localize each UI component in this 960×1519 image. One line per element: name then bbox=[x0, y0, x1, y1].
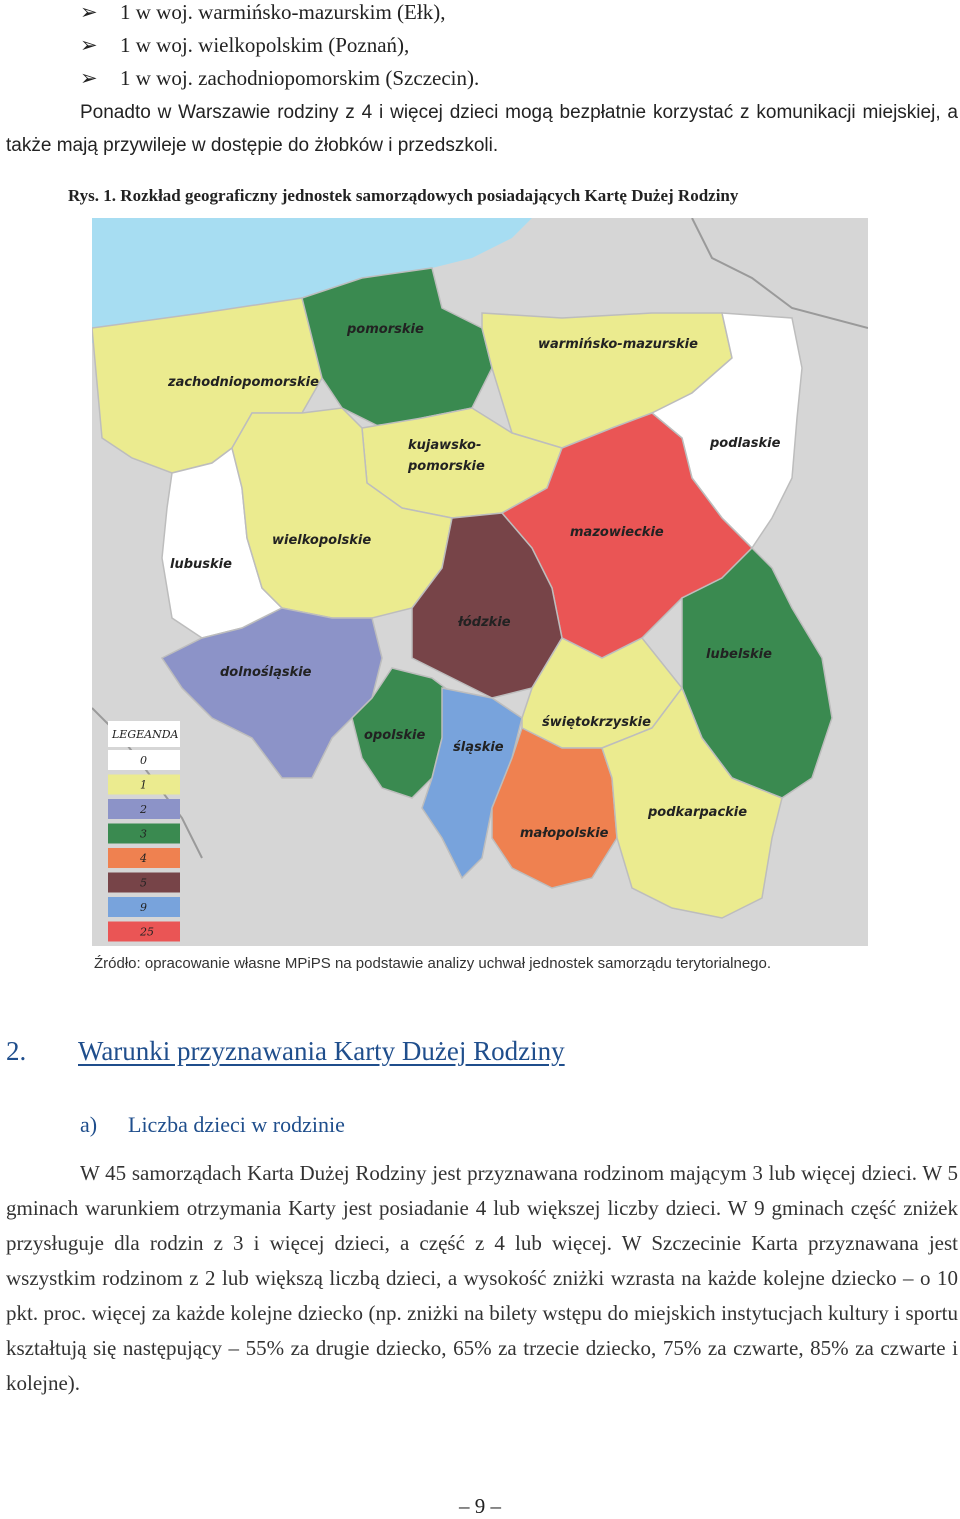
label-zachodniopomorskie: zachodniopomorskie bbox=[168, 375, 319, 390]
label-slaskie: śląskie bbox=[453, 740, 504, 755]
bullet-text: 1 w woj. warmińsko-mazurskim (Ełk), bbox=[120, 0, 446, 24]
subsection-heading bbox=[80, 1112, 345, 1138]
figure-source: Źródło: opracowanie własne MPiPS na podstawie analizy uchwał jednostek samorządu terytorialnego. bbox=[94, 955, 772, 972]
label-warminsko-mazurskie: warmińsko-mazurskie bbox=[538, 337, 698, 352]
legend-label: 25 bbox=[140, 925, 154, 939]
bullet-item bbox=[80, 0, 445, 25]
label-lubelskie: lubelskie bbox=[706, 647, 772, 662]
label-pomorskie: pomorskie bbox=[347, 322, 424, 337]
label-kujawsko-pomorskie: pomorskie bbox=[408, 459, 485, 474]
label-lodzkie: łódzkie bbox=[458, 615, 511, 630]
legend-label: 2 bbox=[140, 803, 147, 816]
subsection-title: Liczba dzieci w rodzinie bbox=[128, 1112, 345, 1137]
section-number: 2. bbox=[6, 1036, 27, 1066]
legend-label: 1 bbox=[140, 778, 147, 792]
label-malopolskie: małopolskie bbox=[520, 826, 609, 841]
bullet-item bbox=[80, 66, 479, 91]
label-opolskie: opolskie bbox=[364, 728, 426, 743]
label-kujawsko: kujawsko- bbox=[408, 438, 482, 453]
label-swietokrzyskie: świętokrzyskie bbox=[542, 715, 651, 730]
label-podlaskie: podlaskie bbox=[710, 436, 781, 451]
bullet-text: 1 w woj. zachodniopomorskim (Szczecin). bbox=[120, 66, 480, 90]
figure-caption: Rys. 1. Rozkład geograficzny jednostek samorządowych posiadających Kartę Dużej Rodziny bbox=[68, 186, 739, 205]
intro-paragraph: Ponadto w Warszawie rodziny z 4 i więcej dzieci mogą bezpłatnie korzystać z komunikacji miejskiej, a także mają przywileje w dostępie do żłobków i przedszkoli. bbox=[6, 102, 958, 156]
legend-label: 9 bbox=[140, 901, 147, 914]
label-mazowieckie: mazowieckie bbox=[570, 525, 664, 540]
bullet-text: 1 w woj. wielkopolskim (Poznań), bbox=[120, 33, 410, 57]
legend-title: LEGEANDA bbox=[112, 728, 179, 741]
arrow-bullet-icon: ➢ bbox=[80, 66, 98, 90]
legend-label: 0 bbox=[140, 754, 147, 767]
section-body: W 45 samorządach Karta Dużej Rodziny jest przyznawana rodzinom mającym 3 lub więcej dzieci. W 5 gminach warunkiem otrzymania Karty jest posiadanie 4 lub większej liczby dzieci. W 9 gminach część zniżek przysługuje dla rodzin z 3 i więcej dzieci, a część z 4 lub więcej. W Szczecinie Karta przyznawana jest wszystkim rodzinom z 2 lub większą liczbą dzieci, a wysokość zniżki wzrasta na każde kolejne dziecko – o 10 pkt. proc. więcej za każde kolejne dziecko (np. zniżki na bilety wstępu do miejskich instytucjach kultury i sportu kształtują się następujący – 55% za drugie dziecko, 65% za trzecie dziecko, 75% za czwarte, 85% za czwarte i kolejne). bbox=[6, 1161, 958, 1395]
arrow-bullet-icon: ➢ bbox=[80, 33, 98, 57]
section-heading bbox=[6, 1036, 565, 1067]
label-podkarpackie: podkarpackie bbox=[648, 805, 748, 820]
label-lubuskie: lubuskie bbox=[170, 557, 232, 572]
subsection-letter: a) bbox=[80, 1112, 98, 1137]
label-wielkopolskie: wielkopolskie bbox=[272, 533, 372, 548]
legend-label: 5 bbox=[140, 876, 147, 890]
section-title: Warunki przyznawania Karty Dużej Rodziny bbox=[78, 1036, 565, 1066]
arrow-bullet-icon: ➢ bbox=[80, 0, 98, 24]
bullet-item bbox=[80, 33, 409, 58]
label-dolnoslaskie: dolnośląskie bbox=[220, 665, 312, 680]
page-number: – 9 – bbox=[459, 1494, 501, 1518]
map-legend bbox=[108, 721, 180, 942]
legend-label: 4 bbox=[140, 852, 147, 865]
legend-label: 3 bbox=[140, 827, 147, 841]
poland-map bbox=[92, 218, 868, 946]
